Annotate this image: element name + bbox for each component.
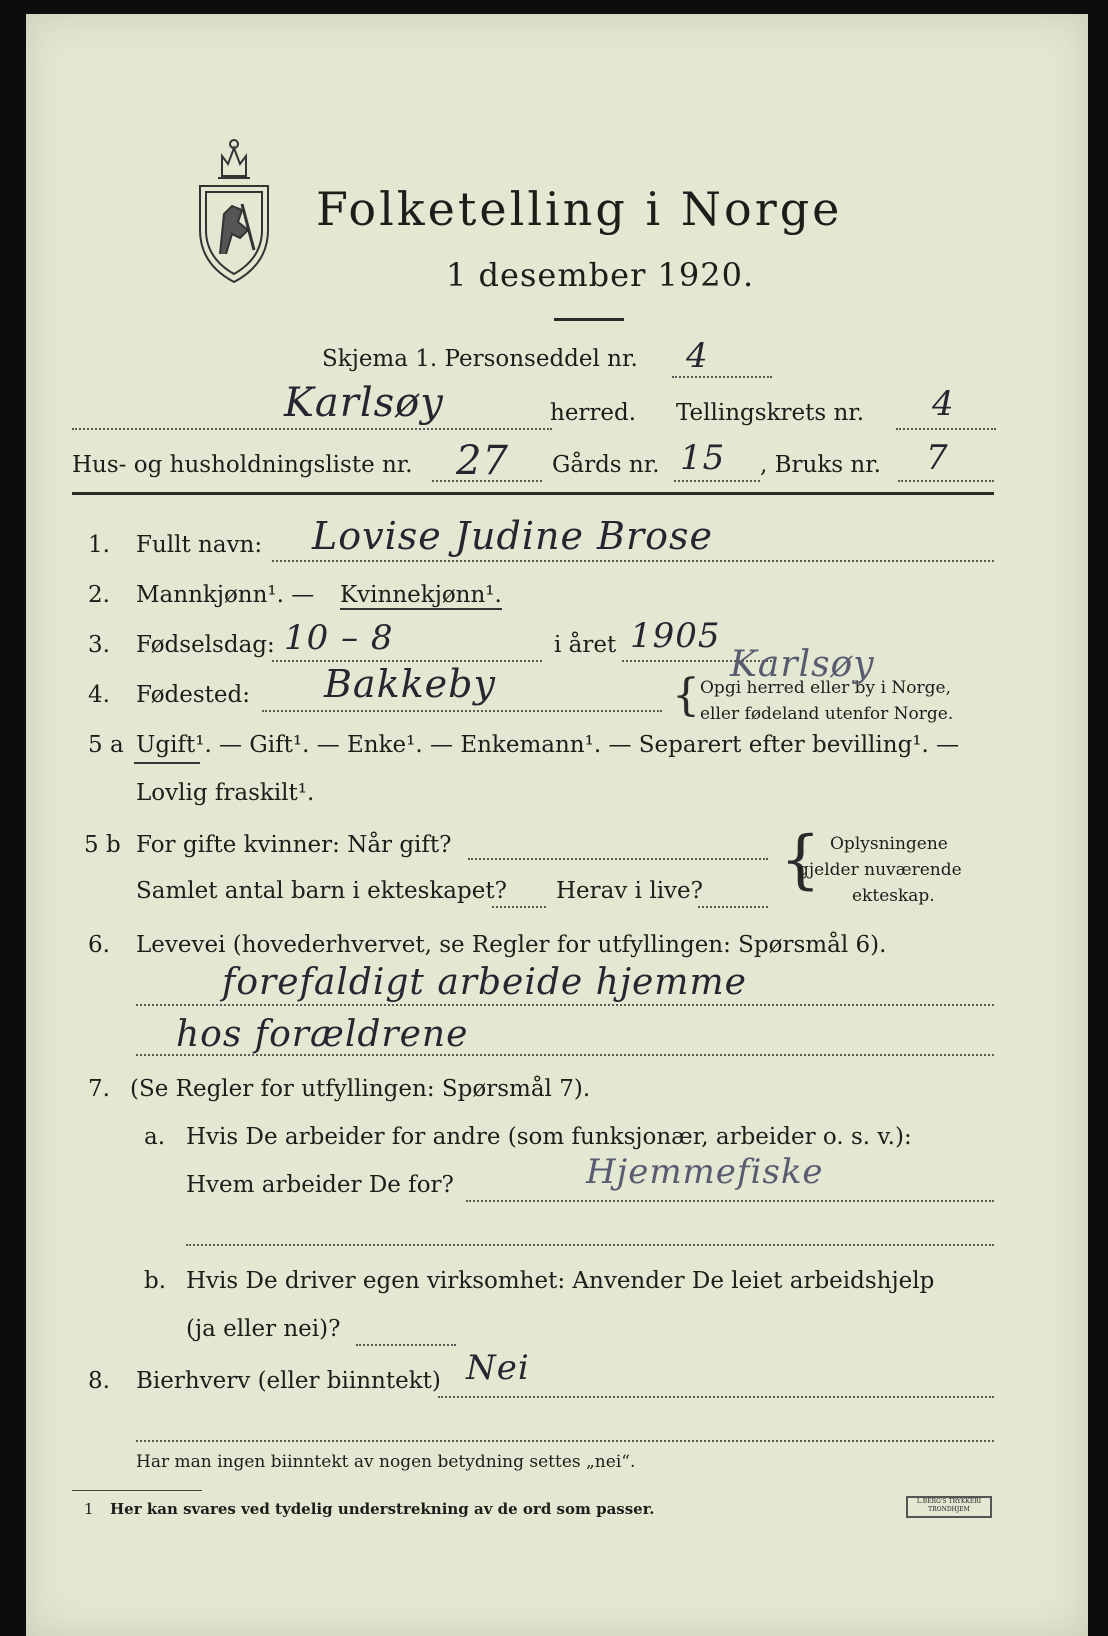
footnote-mark: 1 <box>84 1500 94 1518</box>
q1-full-name: Lovise Judine Brose <box>312 514 713 558</box>
q5b-note-2: gjelder nuværende <box>798 860 962 880</box>
q7-label: (Se Regler for utfyllingen: Spørsmål 7). <box>130 1076 591 1102</box>
q6-occupation-2: hos forældrene <box>176 1014 469 1055</box>
header-divider <box>72 492 994 495</box>
herred-label: herred. <box>550 400 637 426</box>
q7a-text: Hvis De arbeider for andre (som funksjonær, arbeider o. s. v.): <box>186 1124 912 1150</box>
q2-male: Mannkjønn¹. — <box>136 582 315 608</box>
footnote-divider <box>72 1490 202 1491</box>
q5b-married-when: For gifte kvinner: Når gift? <box>136 832 452 858</box>
q4-birthplace: Bakkeby <box>324 662 496 706</box>
bruks-label: , Bruks nr. <box>760 452 881 478</box>
q5a-number: 5 a <box>88 732 124 758</box>
herred-value: Karlsøy <box>284 380 444 426</box>
q8-number: 8. <box>88 1368 110 1394</box>
title-divider <box>554 318 624 321</box>
q7a-employer: Hjemmefiske <box>586 1152 824 1192</box>
q8-label: Bierhverv (eller biinntekt) <box>136 1368 441 1394</box>
q3-year-label: i året <box>554 632 617 658</box>
bruks-value: 7 <box>926 438 949 478</box>
ugift-underline <box>134 762 200 764</box>
gards-label: Gårds nr. <box>552 452 660 478</box>
krets-value: 4 <box>932 384 955 424</box>
hus-value: 27 <box>456 438 509 484</box>
q5b-note-1: Oplysningene <box>830 834 948 854</box>
schema-number: 4 <box>686 336 709 376</box>
krets-label: Tellingskrets nr. <box>676 400 865 426</box>
q6-label: Levevei (hovederhvervet, se Regler for utfyllingen: Spørsmål 6). <box>136 932 887 958</box>
footnote-text: Her kan svares ved tydelig understrekning av de ord som passer. <box>110 1500 655 1518</box>
q4-number: 4. <box>88 682 110 708</box>
q7a-question: Hvem arbeider De for? <box>186 1172 454 1198</box>
q5a-options: Ugift¹. — Gift¹. — Enke¹. — Enkemann¹. — Separert efter bevilling¹. — <box>136 732 960 758</box>
form-title: Folketelling i Norge <box>316 182 843 236</box>
q7b-text: Hvis De driver egen virksomhet: Anvender De leiet arbeidshjelp <box>186 1268 935 1294</box>
norway-coat-of-arms-icon <box>192 134 276 286</box>
q3-number: 3. <box>88 632 110 658</box>
q7b-letter: b. <box>144 1268 167 1294</box>
q3-label: Fødselsdag: <box>136 632 275 658</box>
q5b-number: 5 b <box>84 832 121 858</box>
q3-birthday: 10 – 8 <box>284 618 394 658</box>
q1-number: 1. <box>88 532 110 558</box>
q5b-children: Samlet antal barn i ekteskapet? <box>136 878 507 904</box>
q5b-alive: Herav i live? <box>556 878 703 904</box>
q7a-letter: a. <box>144 1124 166 1150</box>
gards-value: 15 <box>680 438 726 478</box>
q1-label: Fullt navn: <box>136 532 263 558</box>
printer-stamp: L.BERG'S TRYKKERI TRONDHJEM <box>906 1496 992 1518</box>
hus-label: Hus- og husholdningsliste nr. <box>72 452 413 478</box>
q4-label: Fødested: <box>136 682 251 708</box>
q5b-note-3: ekteskap. <box>852 886 935 906</box>
q4-note-2: eller fødeland utenfor Norge. <box>700 704 954 724</box>
q7b-question: (ja eller nei)? <box>186 1316 341 1342</box>
biinntekt-note: Har man ingen biinntekt av nogen betydning settes „nei“. <box>136 1452 636 1472</box>
q4-note-1: Opgi herred eller by i Norge, <box>700 678 951 698</box>
q4-extra-handwriting: Karlsøy <box>730 644 875 685</box>
census-form: Folketelling i Norge 1 desember 1920. Skjema 1. Personseddel nr. 4 Karlsøy herred. Tellingskrets nr. 4 Hus- og husholdningsliste nr. 27 Gårds nr. 15 , Bruks nr. 7 1. Fullt navn: Lovise Judine Brose 2. Mannkjønn¹. — Kvinnekjønn¹. 3. Fødselsdag: 10 – 8 i året 1905 4. Fødested: Bakkeby { Opgi herred eller by i Norge, eller fødeland utenfor Norge. Karlsøy 5 a Ugift¹. — Gift¹. — Enke¹. — Enkemann¹. — Separert efter bevilling¹. — Lovlig fraskilt¹. 5 b For gifte kvinner: Når gift? Samlet antal barn i ekteskapet? Herav i live? { Oplysningene gjelder nuværende ekteskap. 6. Levevei (hovederhvervet, se Regler for utfyllingen: Spørsmål 6). forefaldigt arbeide hjemme hos forældrene 7. (Se Regler for utfyllingen: Spørsmål 7). a. Hvis De arbeider for andre (som funksjonær, arbeider o. s. v.): Hvem arbeider De for? Hjemmefiske b. Hvis De driver egen virksomhet: Anvender De leiet arbeidshjelp (ja eller nei)? 8. Bierhverv (eller biinntekt) Nei Har man ingen biinntekt av nogen betydning settes „nei“. 1 Her kan svares ved tydelig understrekning av de ord som passer. L.BERG'S TRYKKERI TRONDHJEM <box>26 14 1088 1636</box>
q5a-options-2: Lovlig fraskilt¹. <box>136 780 315 806</box>
q6-occupation-1: forefaldigt arbeide hjemme <box>222 962 747 1003</box>
q2-number: 2. <box>88 582 110 608</box>
q3-year: 1905 <box>630 616 721 656</box>
schema-label: Skjema 1. Personseddel nr. <box>322 346 638 372</box>
q6-number: 6. <box>88 932 110 958</box>
q2-female-underlined: Kvinnekjønn¹. <box>340 582 502 608</box>
q7-number: 7. <box>88 1076 110 1102</box>
q8-value: Nei <box>466 1348 530 1388</box>
census-date: 1 desember 1920. <box>446 256 755 294</box>
